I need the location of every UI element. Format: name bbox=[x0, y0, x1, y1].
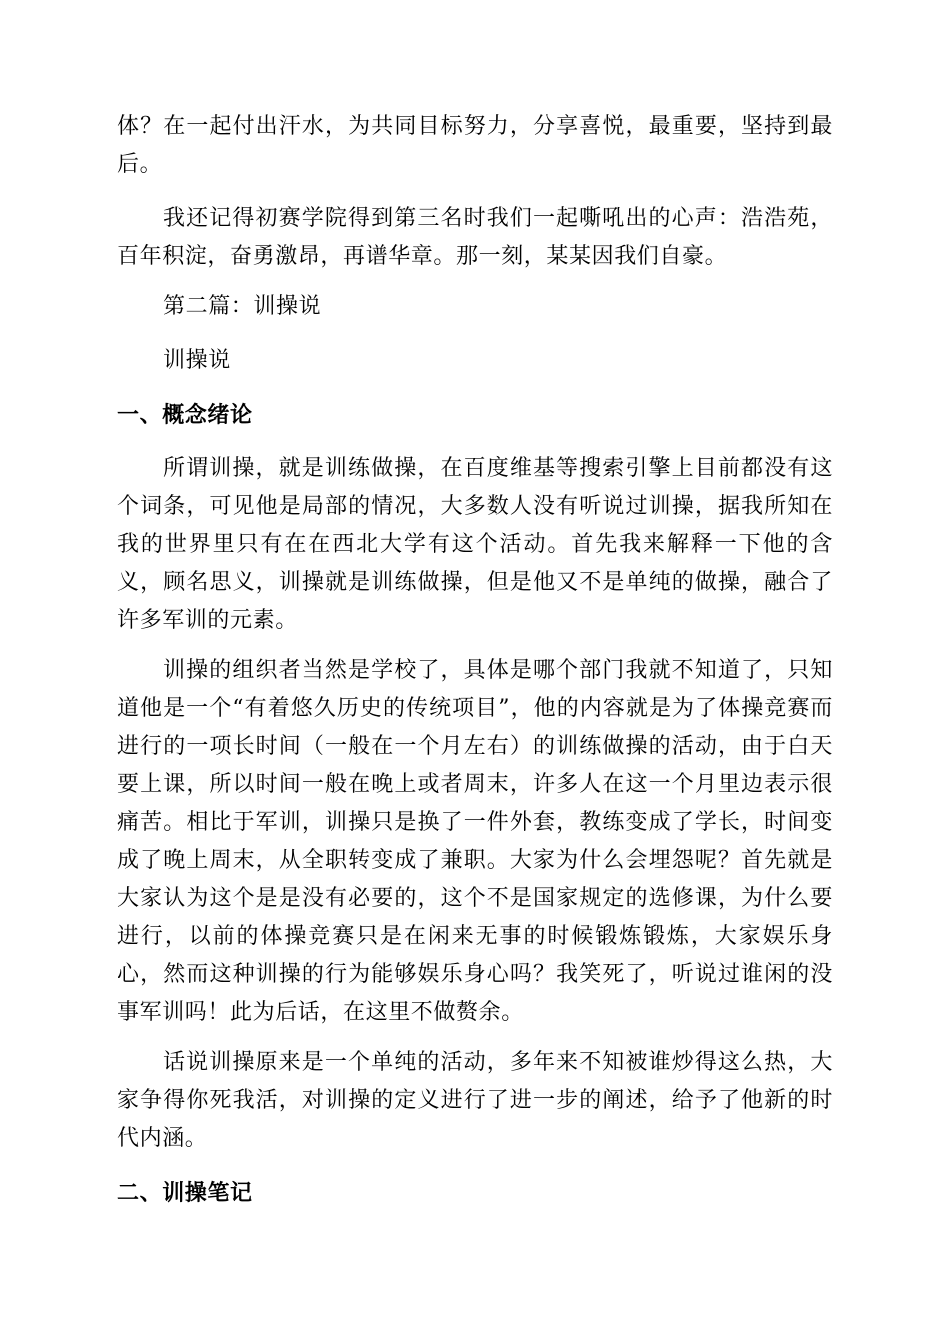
section-heading-1: 一、概念绪论 bbox=[117, 402, 253, 428]
paragraph-memory: 我还记得初赛学院得到第三名时我们一起嘶吼出的心声：浩浩苑，百年积淀，奋勇激昂，再谱华章。那一刻，某某因我们自豪。 bbox=[117, 206, 833, 269]
chapter-title: 第二篇：训操说 bbox=[163, 294, 322, 319]
paragraph-continuation: 体？在一起付出汗水，为共同目标努力，分享喜悦，最重要，坚持到最后。 bbox=[117, 114, 833, 177]
section-heading-2: 二、训操笔记 bbox=[117, 1180, 253, 1206]
article-title: 训操说 bbox=[163, 348, 231, 373]
paragraph-organizer: 训操的组织者当然是学校了，具体是哪个部门我就不知道了，只知道他是一个“有着悠久历史的传统项目”，他的内容就是为了体操竞赛而进行的一项长时间（一般在一个月左右）的训练做操的活动，由于白天要上课，所以时间一般在晚上或者周末，许多人在这一个月里边表示很痛苦。相比于军训，训操只是换了一件外套，教练变成了学长，时间变成了晚上周末，从全职转变成了兼职。大家为什么会埋怨呢？首先就是大家认为这个是是没有必要的，这个不是国家规定的选修课，为什么要进行，以前的体操竞赛只是在闲来无事的时候锻炼锻炼，大家娱乐身心，然而这种训操的行为能够娱乐身心吗？我笑死了，听说过谁闲的没事军训吗！此为后话，在这里不做赘余。 bbox=[117, 658, 833, 1025]
paragraph-definition: 所谓训操，就是训练做操，在百度维基等搜索引擎上目前都没有这个词条，可见他是局部的情况，大多数人没有听说过训操，据我所知在我的世界里只有在在西北大学有这个活动。首先我来解释一下他的含义，顾名思义，训操就是训练做操，但是他又不是单纯的做操，融合了许多军训的元素。 bbox=[117, 456, 833, 633]
paragraph-hype: 话说训操原来是一个单纯的活动，多年来不知被谁炒得这么热，大家争得你死我活，对训操的定义进行了进一步的阐述，给予了他新的时代内涵。 bbox=[117, 1050, 833, 1151]
document-page bbox=[117, 108, 833, 1212]
